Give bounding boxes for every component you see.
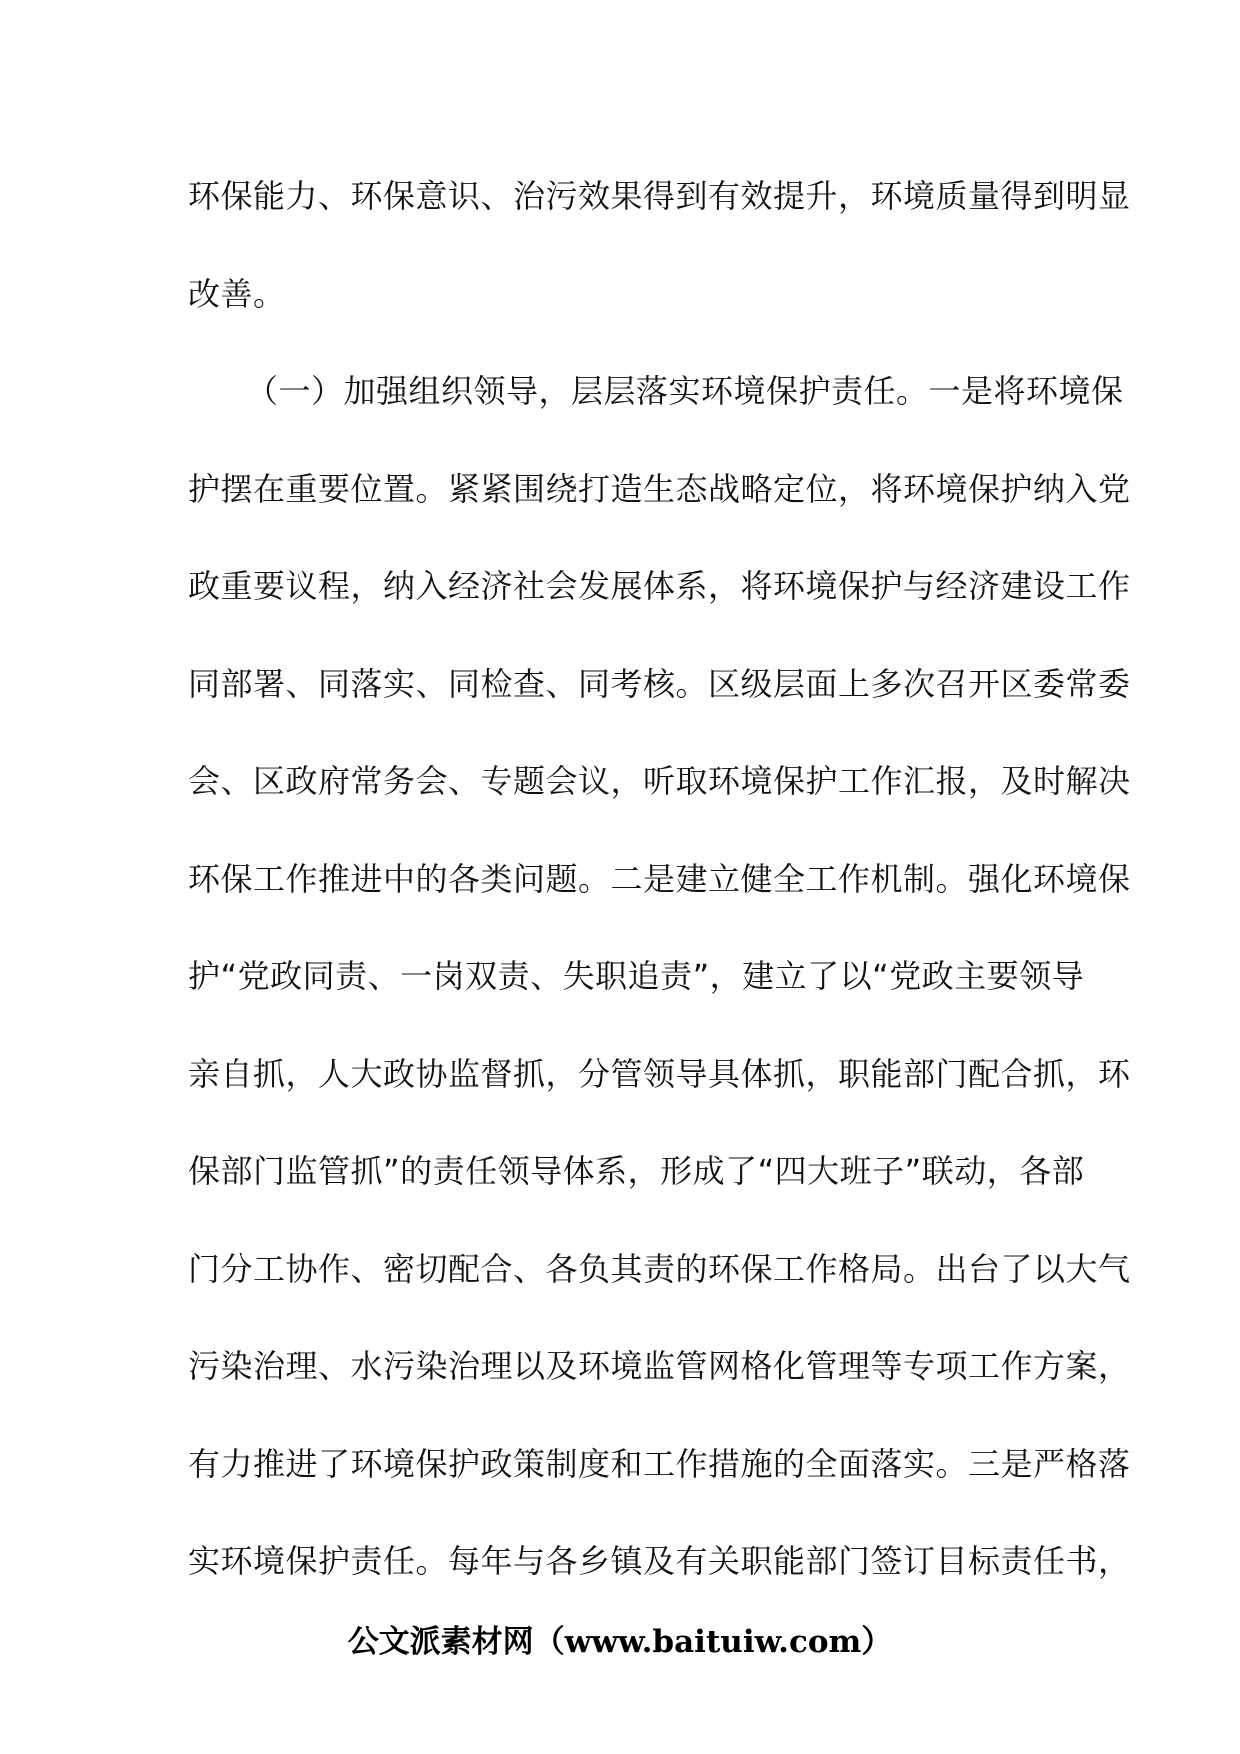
text-line: 会、区政府常务会、专题会议，听取环境保护工作汇报，及时解决 xyxy=(188,762,1131,800)
text-line: 改善。 xyxy=(188,274,286,313)
footer-watermark: 公文派素材网（www.baituiw.com） xyxy=(347,1624,893,1660)
text-line: 政重要议程，纳入经济社会发展体系，将环境保护与经济建设工作 xyxy=(188,567,1131,605)
text-line: 环保工作推进中的各类问题。二是建立健全工作机制。强化环境保 xyxy=(188,859,1131,898)
text-line: 实环境保护责任。每年与各乡镇及有关职能部门签订目标责任书， xyxy=(188,1542,1131,1580)
text-line: 护“党政同责、一岗双责、失职追责”，建立了以“党政主要领导 xyxy=(188,957,1085,995)
text-line: 护摆在重要位置。紧紧围绕打造生态战略定位，将环境保护纳入党 xyxy=(188,469,1131,508)
text-line: 同部署、同落实、同检查、同考核。区级层面上多次召开区委常委 xyxy=(188,664,1131,703)
text-line: 门分工协作、密切配合、各负其责的环保工作格局。出台了以大气 xyxy=(188,1249,1131,1288)
text-line: （一）加强组织领导，层层落实环境保护责任。一是将环境保 xyxy=(246,372,1124,410)
text-line: 保部门监管抓”的责任领导体系，形成了“四大班子”联动，各部 xyxy=(188,1152,1085,1190)
text-line: 环保能力、环保意识、治污效果得到有效提升，环境质量得到明显 xyxy=(188,177,1131,215)
text-line: 有力推进了环境保护政策制度和工作措施的全面落实。三是严格落 xyxy=(188,1444,1131,1483)
text-line: 污染治理、水污染治理以及环境监管网格化管理等专项工作方案， xyxy=(188,1347,1131,1385)
text-line: 亲自抓，人大政协监督抓，分管领导具体抓，职能部门配合抓，环 xyxy=(188,1054,1131,1093)
document-body xyxy=(188,171,1131,1634)
